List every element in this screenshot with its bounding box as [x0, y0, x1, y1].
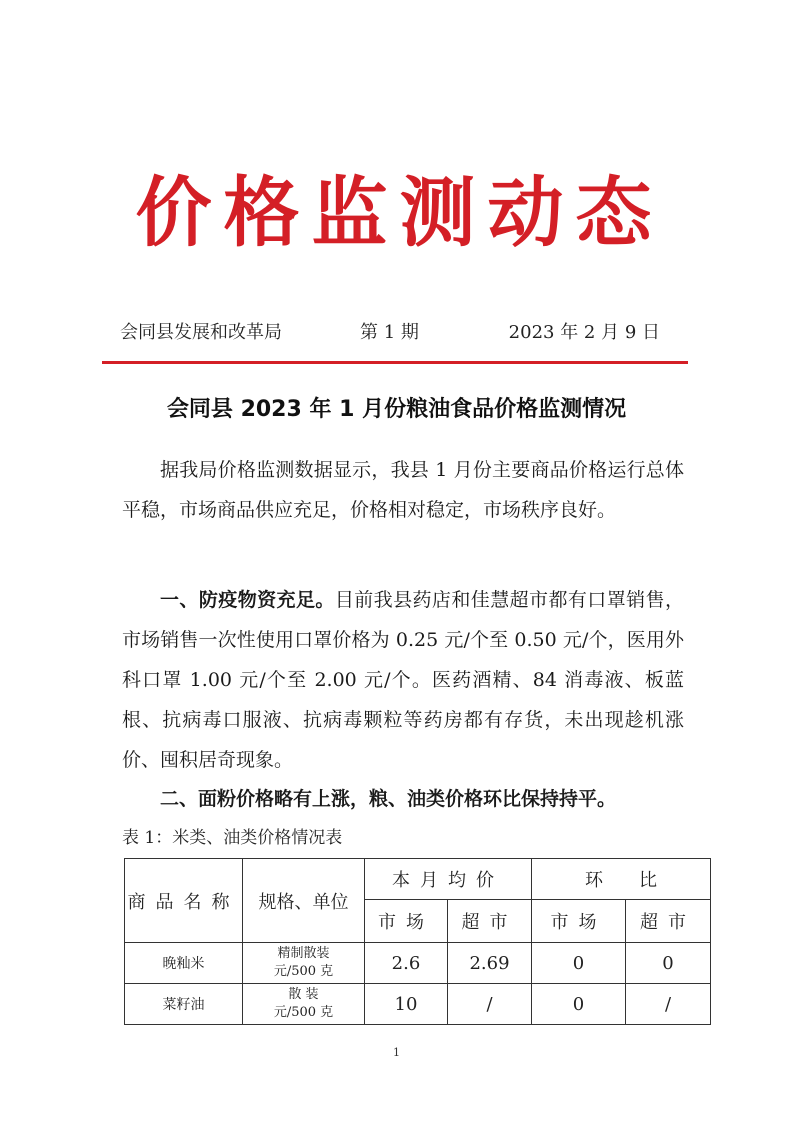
cell-ratio-supermarket: / — [626, 984, 711, 1025]
issuing-organization: 会同县发展和改革局 — [120, 322, 282, 343]
red-divider-rule — [102, 361, 688, 364]
table-caption: 表 1：米类、油类价格情况表 — [122, 828, 343, 848]
subheader-ratio-supermarket: 超市 — [626, 900, 711, 943]
section1-heading: 一、防疫物资充足。 — [160, 589, 335, 611]
cell-avg-market: 10 — [365, 984, 448, 1025]
section2-paragraph — [122, 779, 684, 819]
cell-spec-unit — [243, 943, 365, 984]
cell-spec-line1: 散 装 — [288, 987, 319, 1002]
header-commodity-name: 商品名称 — [125, 859, 243, 943]
table-header-row — [125, 859, 711, 900]
cell-avg-supermarket: 2.69 — [448, 943, 532, 984]
cell-commodity-name: 菜籽油 — [125, 984, 243, 1025]
cell-ratio-market: 0 — [532, 943, 626, 984]
issue-line — [120, 318, 660, 348]
page-number: 1 — [393, 1046, 400, 1059]
cell-spec-line2: 元/500 克 — [273, 1005, 334, 1020]
cell-ratio-supermarket: 0 — [626, 943, 711, 984]
header-monthly-average: 本月均价 — [365, 859, 532, 900]
subheader-avg-market: 市场 — [365, 900, 448, 943]
cell-avg-supermarket: / — [448, 984, 532, 1025]
cell-spec-line2: 元/500 克 — [273, 964, 334, 979]
subheader-avg-supermarket: 超市 — [448, 900, 532, 943]
section1-body: 目前我县药店和佳慧超市都有口罩销售，市场销售一次性使用口罩价格为 0.25 元/个至 0.50 元/个，医用外科口罩 1.00 元/个至 2.00 元/个。医药酒精、84 消毒液、板蓝根、抗病毒口服液、抗病毒颗粒等药房都有存货，未出现趁机涨价、囤积居奇现象。 — [122, 589, 684, 771]
masthead-title: 价格监测动态 — [135, 168, 664, 257]
cell-spec-unit — [243, 984, 365, 1025]
cell-spec-line1: 精制散装 — [277, 946, 330, 961]
section1-paragraph — [122, 580, 684, 780]
header-month-on-month: 环比 — [532, 859, 711, 900]
issue-number: 第 1 期 — [360, 322, 419, 343]
cell-avg-market: 2.6 — [365, 943, 448, 984]
issue-date: 2023 年 2 月 9 日 — [508, 322, 660, 343]
section2-heading: 二、面粉价格略有上涨，粮、油类价格环比保持持平。 — [160, 788, 617, 810]
intro-paragraph: 据我局价格监测数据显示，我县 1 月份主要商品价格运行总体平稳，市场商品供应充足，价格相对稳定，市场秩序良好。 — [122, 459, 684, 521]
document-title: 会同县 2023 年 1 月份粮油食品价格监测情况 — [166, 397, 627, 422]
cell-commodity-name: 晚籼米 — [125, 943, 243, 984]
subheader-ratio-market: 市场 — [532, 900, 626, 943]
table-row — [125, 943, 711, 984]
header-spec-unit: 规格、单位 — [243, 859, 365, 943]
price-table — [124, 858, 711, 1025]
cell-ratio-market: 0 — [532, 984, 626, 1025]
table-row — [125, 984, 711, 1025]
